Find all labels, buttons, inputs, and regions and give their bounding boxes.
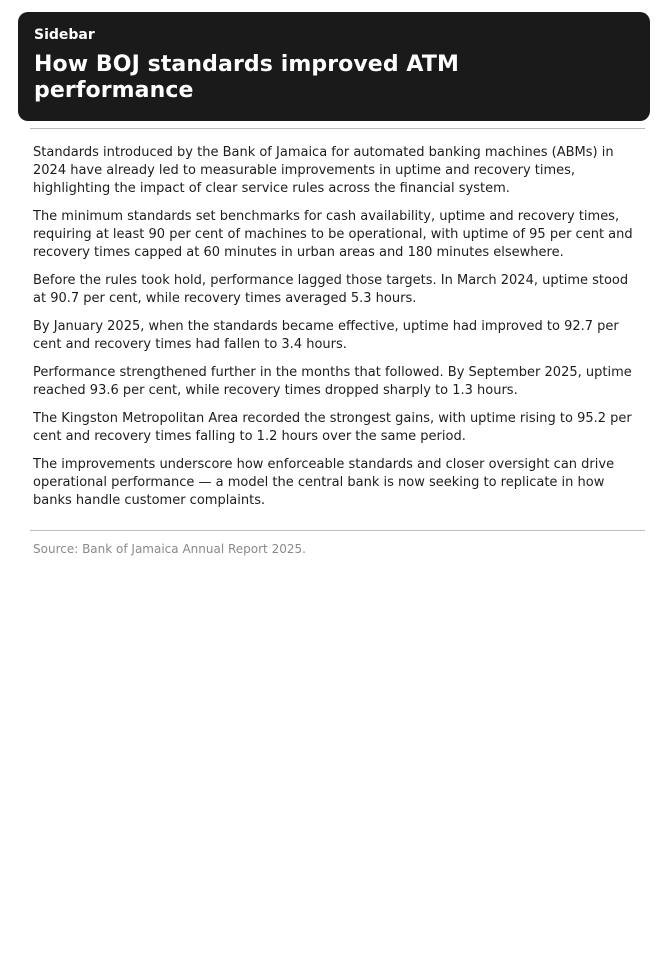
page-title: How BOJ standards improved ATM performance xyxy=(34,51,459,103)
paragraph-before-rules: Before the rules took hold, performance lagged those targets. In March 2024, uptime stood at 90.7 per cent, while recovery times averaged 5.3 hours. xyxy=(33,272,629,306)
paragraph-january-2025: By January 2025, when the standards became effective, uptime had improved to 92.7 per cent and recovery times had fallen to 3.4 hours. xyxy=(33,318,619,352)
sidebar-header-card xyxy=(18,12,650,121)
paragraph-september-2025: Performance strengthened further in the months that followed. By September 2025, uptime reached 93.6 per cent, while recovery times dropped sharply to 1.3 hours. xyxy=(33,364,632,398)
page xyxy=(0,12,669,968)
paragraph-conclusion: The improvements underscore how enforceable standards and closer oversight can drive operational performance — a model the central bank is now seeking to replicate in how banks handle customer complaints. xyxy=(33,456,615,508)
paragraph-intro: Standards introduced by the Bank of Jamaica for automated banking machines (ABMs) in 2024 have already led to measurable improvements in uptime and recovery times, highlighting the impact of clear service rules across the financial system. xyxy=(33,144,614,196)
paragraph-standards: The minimum standards set benchmarks for cash availability, uptime and recovery times, requiring at least 90 per cent of machines to be operational, with uptime of 95 per cent and recovery times capped at 60 minutes in urban areas and 180 minutes elsewhere. xyxy=(33,208,633,260)
header-divider xyxy=(30,128,645,129)
kicker-label: Sidebar xyxy=(34,27,95,43)
article-body xyxy=(33,144,639,510)
source-divider xyxy=(30,530,645,531)
paragraph-kingston: The Kingston Metropolitan Area recorded the strongest gains, with uptime rising to 95.2 per cent and recovery times falling to 1.2 hours over the same period. xyxy=(33,410,632,444)
source-note: Source: Bank of Jamaica Annual Report 2025. xyxy=(33,541,306,556)
